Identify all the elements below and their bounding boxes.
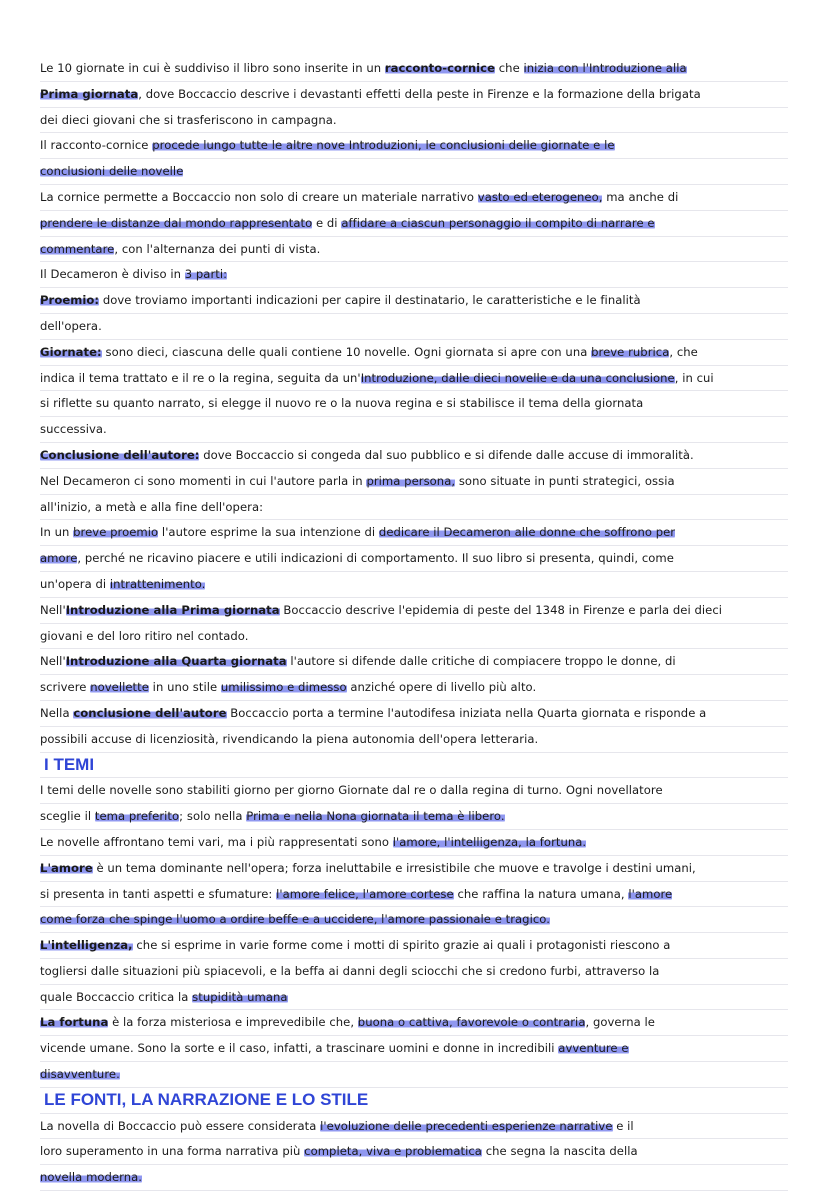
highlighted-text: completa, viva e problematica	[304, 1144, 482, 1159]
text-line	[40, 417, 788, 443]
text-segment: che raffina la natura umana,	[453, 886, 629, 901]
text-line	[40, 56, 788, 82]
text-segment: Boccaccio porta a termine l'autodifesa iniziata nella Quarta giornata e risponde a	[226, 705, 707, 720]
highlighted-text: umilissimo e dimesso	[220, 680, 347, 695]
text-line	[40, 856, 788, 882]
text-segment: è la forza misteriosa e imprevedibile che,	[108, 1015, 358, 1030]
text-line	[40, 108, 788, 134]
text-line	[40, 469, 788, 495]
text-segment: l'autore esprime la sua intenzione di	[158, 525, 379, 540]
text-segment: loro superamento in una forma narrativa più	[40, 1144, 305, 1159]
text-line	[40, 985, 788, 1011]
highlighted-text: affidare a ciascun personaggio il compito di narrare e	[341, 215, 655, 230]
text-line	[40, 933, 788, 959]
highlighted-text: Introduzione alla Prima giornata	[65, 602, 280, 617]
highlighted-text: racconto-cornice	[384, 61, 496, 75]
text-line	[40, 675, 788, 701]
text-segment: , perché ne ricavino piacere e utili indicazioni di comportamento. Il suo libro si presenta, quindi, come	[77, 551, 674, 566]
text-line	[40, 133, 788, 159]
text-line	[40, 959, 788, 985]
text-segment: sceglie il	[40, 809, 95, 824]
text-line	[40, 1062, 788, 1088]
text-segment: si presenta in tanti aspetti e sfumature:	[40, 886, 277, 901]
text-segment: indica il tema trattato e il re o la regina, seguita da un'	[40, 370, 361, 385]
highlighted-text: Prima e nella Nona giornata il tema è libero.	[246, 809, 505, 824]
highlighted-text: L'amore	[40, 860, 93, 875]
text-segment: che	[495, 61, 524, 75]
highlighted-text: La fortuna	[40, 1015, 109, 1030]
highlighted-text: amore	[40, 551, 78, 566]
text-line	[40, 546, 788, 572]
text-segment: Il Decameron è diviso in	[40, 267, 185, 282]
text-segment: , in cui	[674, 370, 714, 385]
text-segment: in uno stile	[148, 680, 221, 695]
highlighted-text: come forza che spinge l'uomo a ordire beffe e a uccidere, l'amore passionale e tragico.	[40, 912, 550, 927]
text-line	[40, 1114, 788, 1140]
highlighted-text: intrattenimento.	[109, 576, 206, 591]
text-line	[40, 391, 788, 417]
text-segment: La cornice permette a Boccaccio non solo di creare un materiale narrativo	[40, 189, 478, 204]
highlighted-text: novella moderna.	[40, 1170, 143, 1185]
highlighted-text: prendere le distanze dal mondo rappresentato	[40, 215, 313, 230]
text-segment: Nell'	[40, 654, 66, 669]
text-segment: l'autore si difende dalle critiche di compiacere troppo le donne, di	[286, 654, 676, 669]
text-segment: , dove Boccaccio descrive i devastanti effetti della peste in Firenze e la formazione della brigata	[138, 86, 701, 101]
section-heading: I TEMI	[40, 753, 788, 779]
text-segment: Nell'	[40, 602, 66, 617]
section-heading: LE FONTI, LA NARRAZIONE E LO STILE	[40, 1088, 788, 1114]
highlighted-text: commentare	[40, 241, 115, 256]
text-line	[40, 727, 788, 753]
highlighted-text: dedicare il Decameron alle donne che soffrono per	[378, 525, 676, 540]
text-segment: Le 10 giornate in cui è suddiviso il libro sono inserite in un	[40, 61, 385, 75]
text-line	[40, 520, 788, 546]
text-line	[40, 262, 788, 288]
text-segment: Nella	[40, 705, 74, 720]
highlighted-text: Conclusione dell'autore:	[40, 447, 200, 462]
text-line	[40, 159, 788, 185]
text-line	[40, 340, 788, 366]
highlighted-text: vasto ed eterogeneo,	[477, 189, 603, 204]
text-segment: scrivere	[40, 680, 91, 695]
text-line	[40, 572, 788, 598]
text-segment: un'opera di	[40, 576, 110, 591]
text-segment: che segna la nascita della	[481, 1144, 638, 1159]
text-line	[40, 778, 788, 804]
text-segment: , governa le	[585, 1015, 655, 1030]
text-segment: Boccaccio descrive l'epidemia di peste del 1348 in Firenze e parla dei dieci	[279, 602, 723, 617]
highlighted-text: avventure e	[558, 1041, 629, 1056]
text-segment: giovani e del loro ritiro nel contado.	[40, 628, 249, 643]
highlighted-text: novellette	[90, 680, 149, 695]
text-line	[40, 1010, 788, 1036]
highlighted-text: breve proemio	[73, 525, 159, 540]
highlighted-text: conclusioni delle novelle	[40, 164, 184, 179]
text-segment: La novella di Boccaccio può essere considerata	[40, 1118, 321, 1133]
text-segment: sono dieci, ciascuna delle quali contiene 10 novelle. Ogni giornata si apre con una	[101, 344, 592, 359]
highlighted-text: l'amore	[628, 886, 673, 901]
text-segment: che si esprime in varie forme come i motti di spirito grazie ai quali i protagonisti riescono a	[132, 938, 671, 953]
text-segment: e il	[612, 1118, 634, 1133]
text-segment: ma anche di	[602, 189, 679, 204]
text-line	[40, 598, 788, 624]
text-line	[40, 649, 788, 675]
highlighted-text: prima persona,	[366, 473, 456, 488]
highlighted-text: conclusione dell'autore	[73, 705, 227, 720]
text-segment: Le novelle affrontano temi vari, ma i più rappresentati sono	[40, 834, 393, 849]
highlighted-text: Giornate:	[40, 344, 102, 359]
text-segment: ; solo nella	[179, 809, 247, 824]
text-segment: sono situate in punti strategici, ossia	[455, 473, 675, 488]
text-segment: si riflette su quanto narrato, si elegge il nuovo re o la nuova regina e si stabilisce il tema della giornata	[40, 396, 644, 411]
text-line	[40, 495, 788, 521]
text-segment: In un	[40, 525, 74, 540]
text-line	[40, 701, 788, 727]
text-line	[40, 1036, 788, 1062]
highlighted-text: l'evoluzione delle precedenti esperienze narrative	[320, 1118, 613, 1133]
text-segment: quale Boccaccio critica la	[40, 989, 193, 1004]
text-segment: Nel Decameron ci sono momenti in cui l'autore parla in	[40, 473, 367, 488]
text-line	[40, 907, 788, 933]
highlighted-text: buona o cattiva, favorevole o contraria	[357, 1015, 586, 1030]
highlighted-text: 3 parti:	[184, 267, 228, 282]
highlighted-text: Prima giornata	[40, 86, 139, 101]
text-line	[40, 82, 788, 108]
text-segment: dove troviamo importanti indicazioni per capire il destinatario, le caratteristiche e le finalità	[99, 293, 641, 308]
highlighted-text: l'amore felice, l'amore cortese	[276, 886, 454, 901]
highlighted-text: breve rubrica	[591, 344, 670, 359]
highlighted-text: Introduzione, dalle dieci novelle e da una conclusione	[360, 370, 675, 385]
text-line	[40, 882, 788, 908]
highlighted-text: procede lungo tutte le altre nove Introduzioni, le conclusioni delle giornate e le	[152, 138, 615, 153]
text-line	[40, 288, 788, 314]
text-segment: e di	[312, 215, 342, 230]
highlighted-text: inizia con l'Introduzione alla	[523, 61, 687, 75]
highlighted-text: Introduzione alla Quarta giornata	[65, 654, 287, 669]
text-line	[40, 804, 788, 830]
text-segment: all'inizio, a metà e alla fine dell'opera:	[40, 499, 264, 514]
highlighted-text: tema preferito	[94, 809, 180, 824]
text-line	[40, 237, 788, 263]
text-segment: togliersi dalle situazioni più spiacevoli, e la beffa ai danni degli sciocchi che si credono furbi, attraverso la	[40, 963, 660, 978]
text-segment: Il racconto-cornice	[40, 138, 153, 153]
text-segment: dell'opera.	[40, 318, 102, 333]
highlighted-text: disavventure.	[40, 1067, 120, 1082]
text-segment: possibili accuse di licenziosità, rivendicando la piena autonomia dell'opera letteraria.	[40, 731, 539, 746]
highlighted-text: l'amore, l'intelligenza, la fortuna.	[392, 834, 587, 849]
text-segment: anziché opere di livello più alto.	[346, 680, 537, 695]
highlighted-text: L'intelligenza,	[40, 938, 133, 953]
text-line	[40, 1165, 788, 1191]
highlighted-text: Proemio:	[40, 293, 100, 308]
text-line	[40, 830, 788, 856]
text-line	[40, 314, 788, 340]
text-line	[40, 1139, 788, 1165]
text-line	[40, 185, 788, 211]
text-line	[40, 366, 788, 392]
highlighted-text: stupidità umana	[192, 989, 288, 1004]
text-line	[40, 443, 788, 469]
text-segment: dei dieci giovani che si trasferiscono in campagna.	[40, 112, 337, 127]
text-segment: , che	[669, 344, 698, 359]
text-line	[40, 211, 788, 237]
text-segment: è un tema dominante nell'opera; forza ineluttabile e irresistibile che muove e travolge i destini umani,	[92, 860, 696, 875]
text-segment: dove Boccaccio si congeda dal suo pubblico e si difende dalle accuse di immoralità.	[199, 447, 694, 462]
text-segment: successiva.	[40, 422, 107, 437]
text-segment: I temi delle novelle sono stabiliti giorno per giorno Giornate dal re o dalla regina di turno. Ogni novellatore	[40, 783, 663, 798]
text-line	[40, 624, 788, 650]
text-segment: , con l'alternanza dei punti di vista.	[114, 241, 321, 256]
text-segment: vicende umane. Sono la sorte e il caso, infatti, a trascinare uomini e donne in incredibili	[40, 1041, 559, 1056]
